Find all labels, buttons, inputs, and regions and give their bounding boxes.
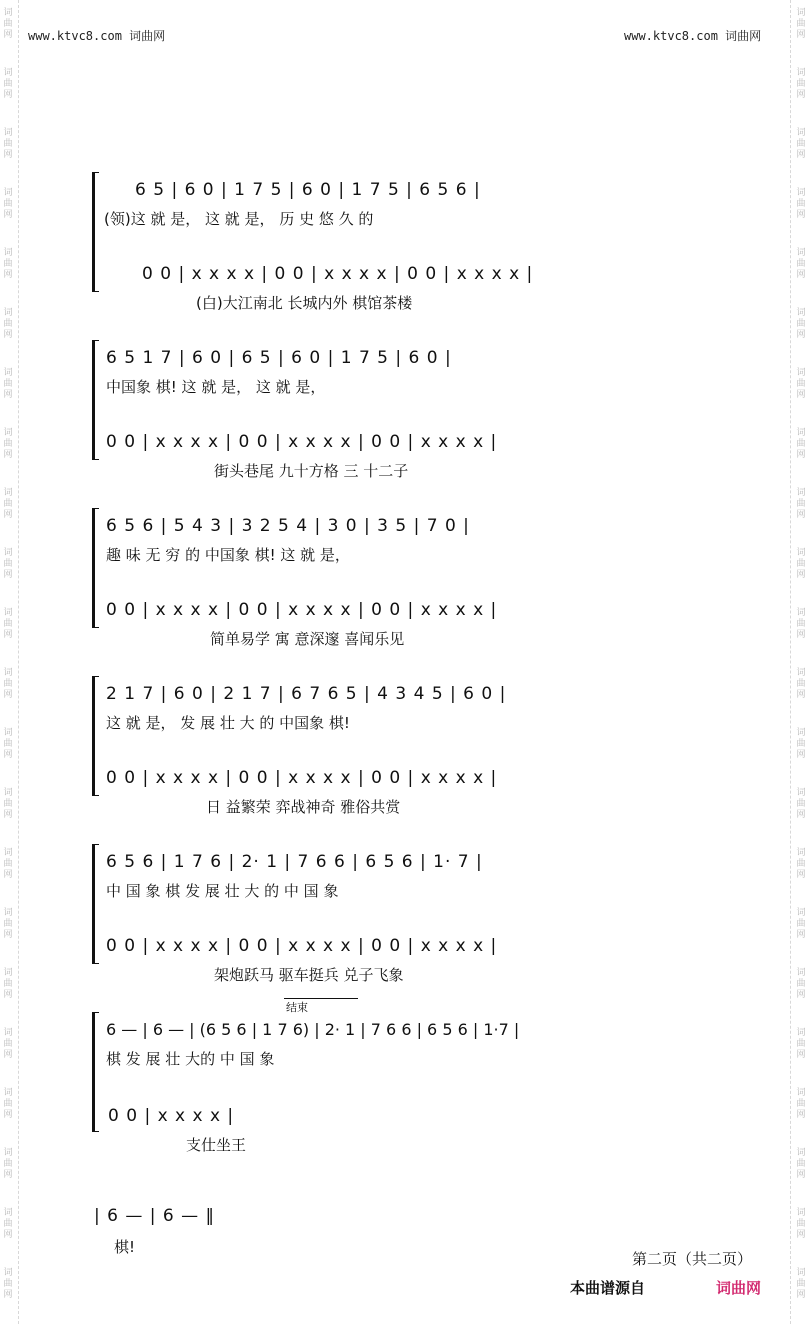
header-site-left[interactable]: www.ktvc8.com 词曲网 (28, 29, 166, 43)
source-brand-link[interactable]: 词曲网 (716, 1279, 762, 1297)
page-info: 第二页（共二页） (632, 1250, 753, 1268)
watermark-mark: 词 曲 网 (796, 788, 806, 820)
watermark-mark: 词 曲 网 (3, 1268, 13, 1300)
top-staff-notes: 2 1 7 | 6 0 | 2 1 7 | 6 7 6 5 | 4 3 4 5 | 6 0 | (106, 684, 507, 704)
watermark-mark: 词 曲 网 (3, 128, 13, 160)
top-staff-notes: 6 5 6 | 1 7 6 | 2· 1 | 7 6 6 | 6 5 6 | 1· 7 | (106, 852, 483, 872)
system-bracket (92, 340, 99, 460)
watermark-mark: 词 曲 网 (796, 968, 806, 1000)
watermark-mark: 词 曲 网 (796, 488, 806, 520)
watermark-mark: 词 曲 网 (796, 608, 806, 640)
watermark-mark: 词 曲 网 (796, 128, 806, 160)
bottom-staff-notes: 0 0 | x x x x | 0 0 | x x x x | 0 0 | x x x x | (106, 432, 498, 452)
watermark-mark: 词 曲 网 (796, 908, 806, 940)
watermark-mark: 词 曲 网 (3, 1088, 13, 1120)
watermark-mark: 词 曲 网 (796, 1148, 806, 1180)
watermark-mark: 词 曲 网 (3, 488, 13, 520)
watermark-mark: 词 曲 网 (3, 908, 13, 940)
source-label: 本曲谱源自 (570, 1279, 646, 1297)
watermark-mark: 词 曲 网 (3, 368, 13, 400)
watermark-mark: 词 曲 网 (3, 68, 13, 100)
top-staff-notes: 6 — | 6 — | (6 5 6 | 1 7 6) | 2· 1 | 7 6 6 | 6 5 6 | 1·7 | (106, 1020, 520, 1039)
watermark-mark: 词 曲 网 (3, 668, 13, 700)
watermark-mark: 词 曲 网 (3, 548, 13, 580)
watermark-mark: 词 曲 网 (3, 788, 13, 820)
watermark-mark: 词 曲 网 (796, 1028, 806, 1060)
watermark-mark: 词 曲 网 (3, 968, 13, 1000)
top-staff-lyrics: (领)这 就 是， 这 就 是， 历 史 悠 久 的 (104, 210, 374, 228)
bottom-staff-notes: 0 0 | x x x x | 0 0 | x x x x | 0 0 | x x x x | (106, 768, 498, 788)
header-site-right[interactable]: www.ktvc8.com 词曲网 (624, 29, 762, 43)
watermark-mark: 词 曲 网 (796, 1088, 806, 1120)
watermark-mark: 词 曲 网 (796, 668, 806, 700)
bottom-staff-lyrics: 街头巷尾 九十方格 三 十二子 (214, 462, 409, 480)
final-lyric: 棋! (114, 1238, 136, 1256)
watermark-mark: 词 曲 网 (3, 1028, 13, 1060)
watermark-mark: 词 曲 网 (796, 428, 806, 460)
final-notes: | 6 — | 6 — ‖ (94, 1206, 216, 1226)
bottom-staff-lyrics: (白)大江南北 长城内外 棋馆茶楼 (196, 294, 413, 312)
right-margin-line (790, 0, 791, 1324)
watermark-mark: 词 曲 网 (796, 368, 806, 400)
watermark-mark: 词 曲 网 (796, 728, 806, 760)
bottom-staff-lyrics: 日 益繁荣 弈战神奇 雅俗共赏 (206, 798, 401, 816)
top-staff-notes: 6 5 1 7 | 6 0 | 6 5 | 6 0 | 1 7 5 | 6 0 | (106, 348, 452, 368)
bottom-staff-notes: 0 0 | x x x x | (108, 1106, 235, 1126)
watermark-mark: 词 曲 网 (796, 848, 806, 880)
top-staff-notes: 6 5 | 6 0 | 1 7 5 | 6 0 | 1 7 5 | 6 5 6 | (135, 180, 481, 200)
top-staff-lyrics: 中国象 棋! 这 就 是， 这 就 是， (106, 378, 326, 396)
watermark-mark: 词 曲 网 (796, 188, 806, 220)
top-staff-notes: 6 5 6 | 5 4 3 | 3 2 5 4 | 3 0 | 3 5 | 7 0 | (106, 516, 470, 536)
watermark-mark: 词 曲 网 (3, 728, 13, 760)
watermark-mark: 词 曲 网 (796, 8, 806, 40)
watermark-mark: 词 曲 网 (3, 188, 13, 220)
bottom-staff-notes: 0 0 | x x x x | 0 0 | x x x x | 0 0 | x x x x | (106, 936, 498, 956)
watermark-mark: 词 曲 网 (3, 428, 13, 460)
system-bracket (92, 844, 99, 964)
watermark-mark: 词 曲 网 (3, 248, 13, 280)
watermark-mark: 词 曲 网 (796, 68, 806, 100)
top-staff-lyrics: 这 就 是， 发 展 壮 大 的 中国象 棋! (106, 714, 350, 732)
watermark-mark: 词 曲 网 (796, 548, 806, 580)
top-staff-lyrics: 趣 味 无 穷 的 中国象 棋! 这 就 是， (106, 546, 350, 564)
watermark-mark: 词 曲 网 (3, 848, 13, 880)
bottom-staff-notes: 0 0 | x x x x | 0 0 | x x x x | 0 0 | x x x x | (142, 264, 534, 284)
ending-label: 结束 (286, 1001, 308, 1014)
system-bracket (92, 1012, 99, 1132)
ending-marker (284, 998, 358, 1015)
bottom-staff-lyrics: 支仕坐王 (186, 1136, 247, 1154)
watermark-mark: 词 曲 网 (3, 608, 13, 640)
watermark-mark: 词 曲 网 (3, 1148, 13, 1180)
watermark-mark: 词 曲 网 (796, 248, 806, 280)
top-staff-lyrics: 棋 发 展 壮 大的 中 国 象 (106, 1050, 275, 1068)
system-bracket (92, 676, 99, 796)
watermark-mark: 词 曲 网 (796, 308, 806, 340)
watermark-mark: 词 曲 网 (3, 1208, 13, 1240)
system-bracket (92, 508, 99, 628)
watermark-mark: 词 曲 网 (796, 1268, 806, 1300)
watermark-mark: 词 曲 网 (3, 308, 13, 340)
top-staff-lyrics: 中 国 象 棋 发 展 壮 大 的 中 国 象 (106, 882, 339, 900)
system-bracket (92, 172, 99, 292)
bottom-staff-lyrics: 架炮跃马 驱车挺兵 兑子飞象 (214, 966, 404, 984)
bottom-staff-lyrics: 简单易学 寓 意深邃 喜闻乐见 (210, 630, 405, 648)
bottom-staff-notes: 0 0 | x x x x | 0 0 | x x x x | 0 0 | x x x x | (106, 600, 498, 620)
watermark-mark: 词 曲 网 (796, 1208, 806, 1240)
left-margin-line (18, 0, 19, 1324)
watermark-mark: 词 曲 网 (3, 8, 13, 40)
